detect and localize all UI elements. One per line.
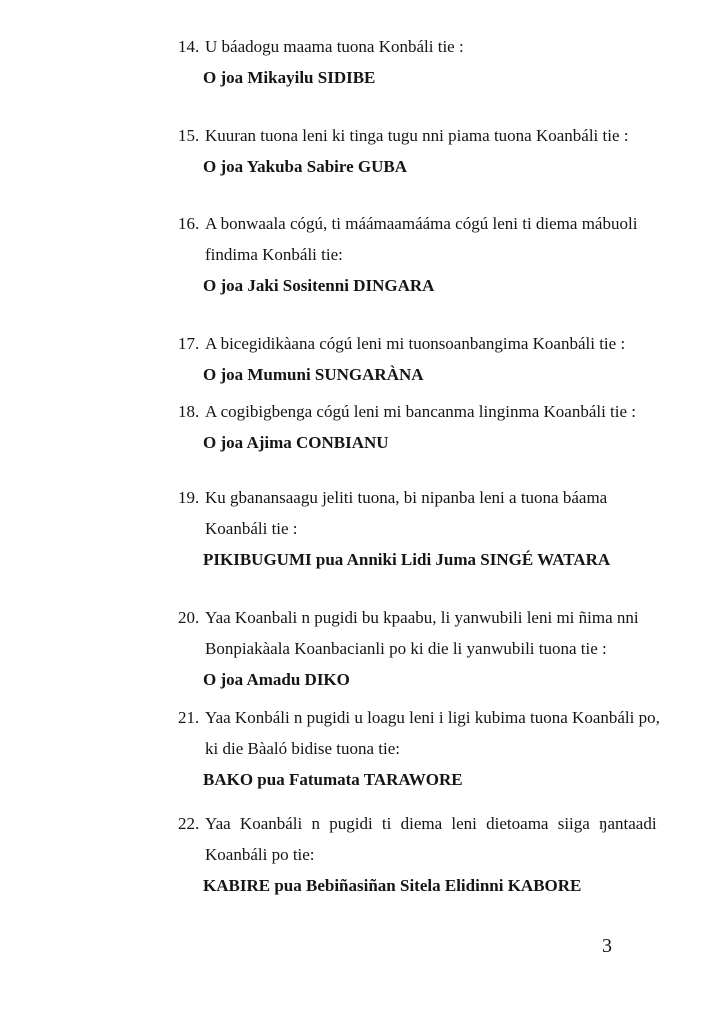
item-number: 14. [178,37,200,56]
item-line: findima Konbáli tie: [205,245,343,264]
page-number: 3 [602,935,612,957]
item-number: 22. [178,814,200,833]
item-text: A bonwaala cógú, ti máámaamááma cógú leni ti diema mábuoli [205,214,638,233]
item-text: Yaa Koanbali n pugidi bu kpaabu, li yanwubili leni mi ñima nni [205,608,639,627]
item-text: A bicegidikàana cógú leni mi tuonsoanbangima Koanbáli tie : [205,334,626,353]
item-answer: O joa Mikayilu SIDIBE [203,68,376,87]
item-answer: BAKO pua Fatumata TARAWORE [203,770,463,789]
list-item-20 [178,602,670,695]
list-item-19 [178,482,670,575]
item-line [178,808,670,839]
item-number: 21. [178,708,200,727]
item-line: Koanbáli po tie: [205,845,315,864]
list-item-15 [178,120,670,182]
item-line [178,31,670,62]
list-item-18 [178,396,670,458]
item-number: 19. [178,488,200,507]
item-line [178,702,670,733]
item-number: 17. [178,334,200,353]
item-number: 18. [178,402,200,421]
item-text: Kuuran tuona leni ki tinga tugu nni piama tuona Koanbáli tie : [205,126,629,145]
item-answer: KABIRE pua Bebiñasiñan Sitela Elidinni KABORE [203,876,582,895]
item-line [178,120,670,151]
item-answer: O joa Ajima CONBIANU [203,433,389,452]
item-line: Koanbáli tie : [205,519,298,538]
item-number: 16. [178,214,200,233]
item-answer: PIKIBUGUMI pua Anniki Lidi Juma SINGÉ WATARA [203,550,611,569]
item-answer: O joa Mumuni SUNGARÀNA [203,365,424,384]
item-line [178,328,670,359]
list-item-16 [178,208,670,301]
item-number: 20. [178,608,200,627]
item-text: Yaa Konbáli n pugidi u loagu leni i ligi kubima tuona Koanbáli po, [205,708,660,727]
item-number: 15. [178,126,200,145]
item-text: U báadogu maama tuona Konbáli tie : [205,37,464,56]
item-line: ki die Bàaló bidise tuona tie: [205,739,400,758]
item-answer: O joa Amadu DIKO [203,670,350,689]
list-item-21 [178,702,670,795]
item-line [178,482,670,513]
item-answer: O joa Jaki Sositenni DINGARA [203,276,435,295]
item-text: A cogibigbenga cógú leni mi bancanma linginma Koanbáli tie : [205,402,637,421]
item-text: Ku gbanansaagu jeliti tuona, bi nipanba leni a tuona báama [205,488,608,507]
list-item-22 [178,808,670,901]
item-answer: O joa Yakuba Sabire GUBA [203,157,408,176]
item-text: Yaa Koanbáli n pugidi ti diema leni dietoama siiga ŋantaadi [205,814,657,833]
item-line [178,396,670,427]
item-line [178,602,670,633]
list-item-14 [178,31,670,93]
item-line: Bonpiakàala Koanbacianli po ki die li yanwubili tuona tie : [205,639,607,658]
item-line [178,208,670,239]
list-item-17 [178,328,670,390]
